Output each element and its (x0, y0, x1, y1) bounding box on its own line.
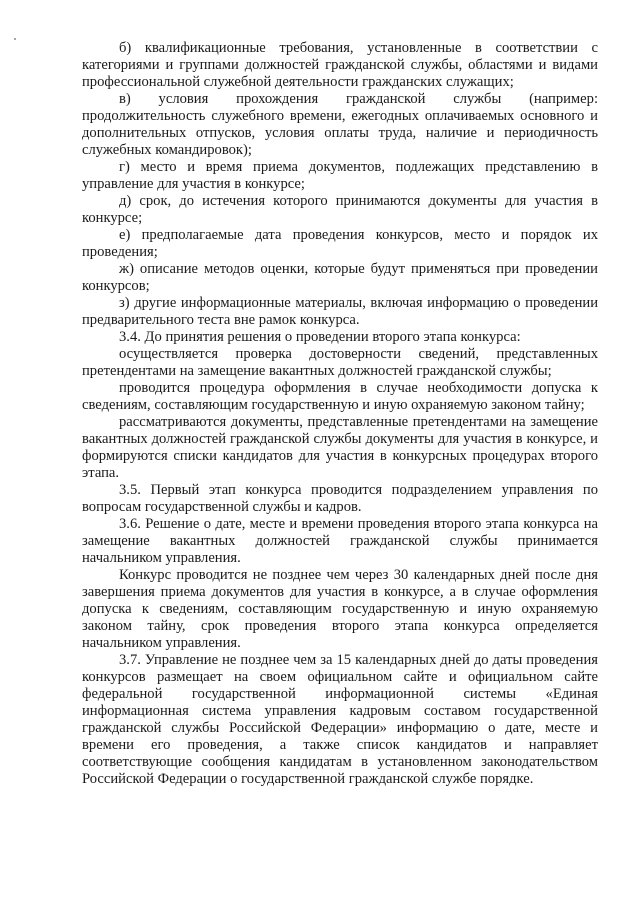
paragraph-item-d: д) срок, до истечения которого принимаются документы для участия в конкурсе; (82, 193, 598, 226)
paragraph-section-3-7: 3.7. Управление не позднее чем за 15 календарных дней до даты проведения конкурсов размещает на своем официальном сайте и официальном сайте федеральной государственной информационной системы «Единая информационная система управления кадровым составом государственной гражданской службы Российской Федерации» информацию о дате, месте и времени его проведения, а также список кандидатов и направляет соответствующие сообщения кандидатам в установленном законодательством Российской Федерации о государственной гражданской службе порядке. (82, 652, 598, 787)
paragraph-section-3-4: 3.4. До принятия решения о проведении второго этапа конкурса: (119, 329, 521, 345)
paragraph-item-b: б) квалификационные требования, установленные в соответствии с категориями и группами должностей гражданской службы, областями и видами профессиональной служебной деятельности гражданских служащих; (82, 40, 598, 90)
paragraph-verification: осуществляется проверка достоверности сведений, представленных претендентами на замещение вакантных должностей гражданской службы; (82, 346, 598, 379)
paragraph-clearance: проводится процедура оформления в случае необходимости допуска к сведениям, составляющим государственную и иную охраняемую законом тайну; (82, 380, 598, 413)
paragraph-deadline: Конкурс проводится не позднее чем через 30 календарных дней после дня завершения приема документов для участия в конкурсе, а в случае оформления допуска к сведениям, составляющим государственную и иную охраняемую законом тайну, срок проведения второго этапа конкурса определяется начальником управления. (82, 567, 598, 651)
paragraph-item-v: в) условия прохождения гражданской службы (например: продолжительность служебного времени, ежегодных оплачиваемых основного и дополнительных отпусков, условия оплаты труда, наличие и периодичность служебных командировок); (82, 91, 598, 158)
paragraph-section-3-5: 3.5. Первый этап конкурса проводится подразделением управления по вопросам государственной службы и кадров. (82, 482, 598, 515)
paragraph-item-z: з) другие информационные материалы, включая информацию о проведении предварительного теста вне рамок конкурса. (82, 295, 598, 328)
document-page (82, 40, 598, 788)
paragraph-item-zh: ж) описание методов оценки, которые будут применяться при проведении конкурсов; (82, 261, 598, 294)
paragraph-item-e: е) предполагаемые дата проведения конкурсов, место и порядок их проведения; (82, 227, 598, 260)
paragraph-review: рассматриваются документы, представленные претендентами на замещение вакантных должностей гражданской службы документы для участия в конкурсе, и формируются списки кандидатов для участия в конкурсных процедурах второго этапа. (82, 414, 598, 481)
paragraph-section-3-6: 3.6. Решение о дате, месте и времени проведения второго этапа конкурса на замещение вакантных должностей гражданской службы принимается начальником управления. (82, 516, 598, 566)
paragraph-item-g: г) место и время приема документов, подлежащих представлению в управление для участия в конкурсе; (82, 159, 598, 192)
scan-speck (14, 38, 16, 40)
